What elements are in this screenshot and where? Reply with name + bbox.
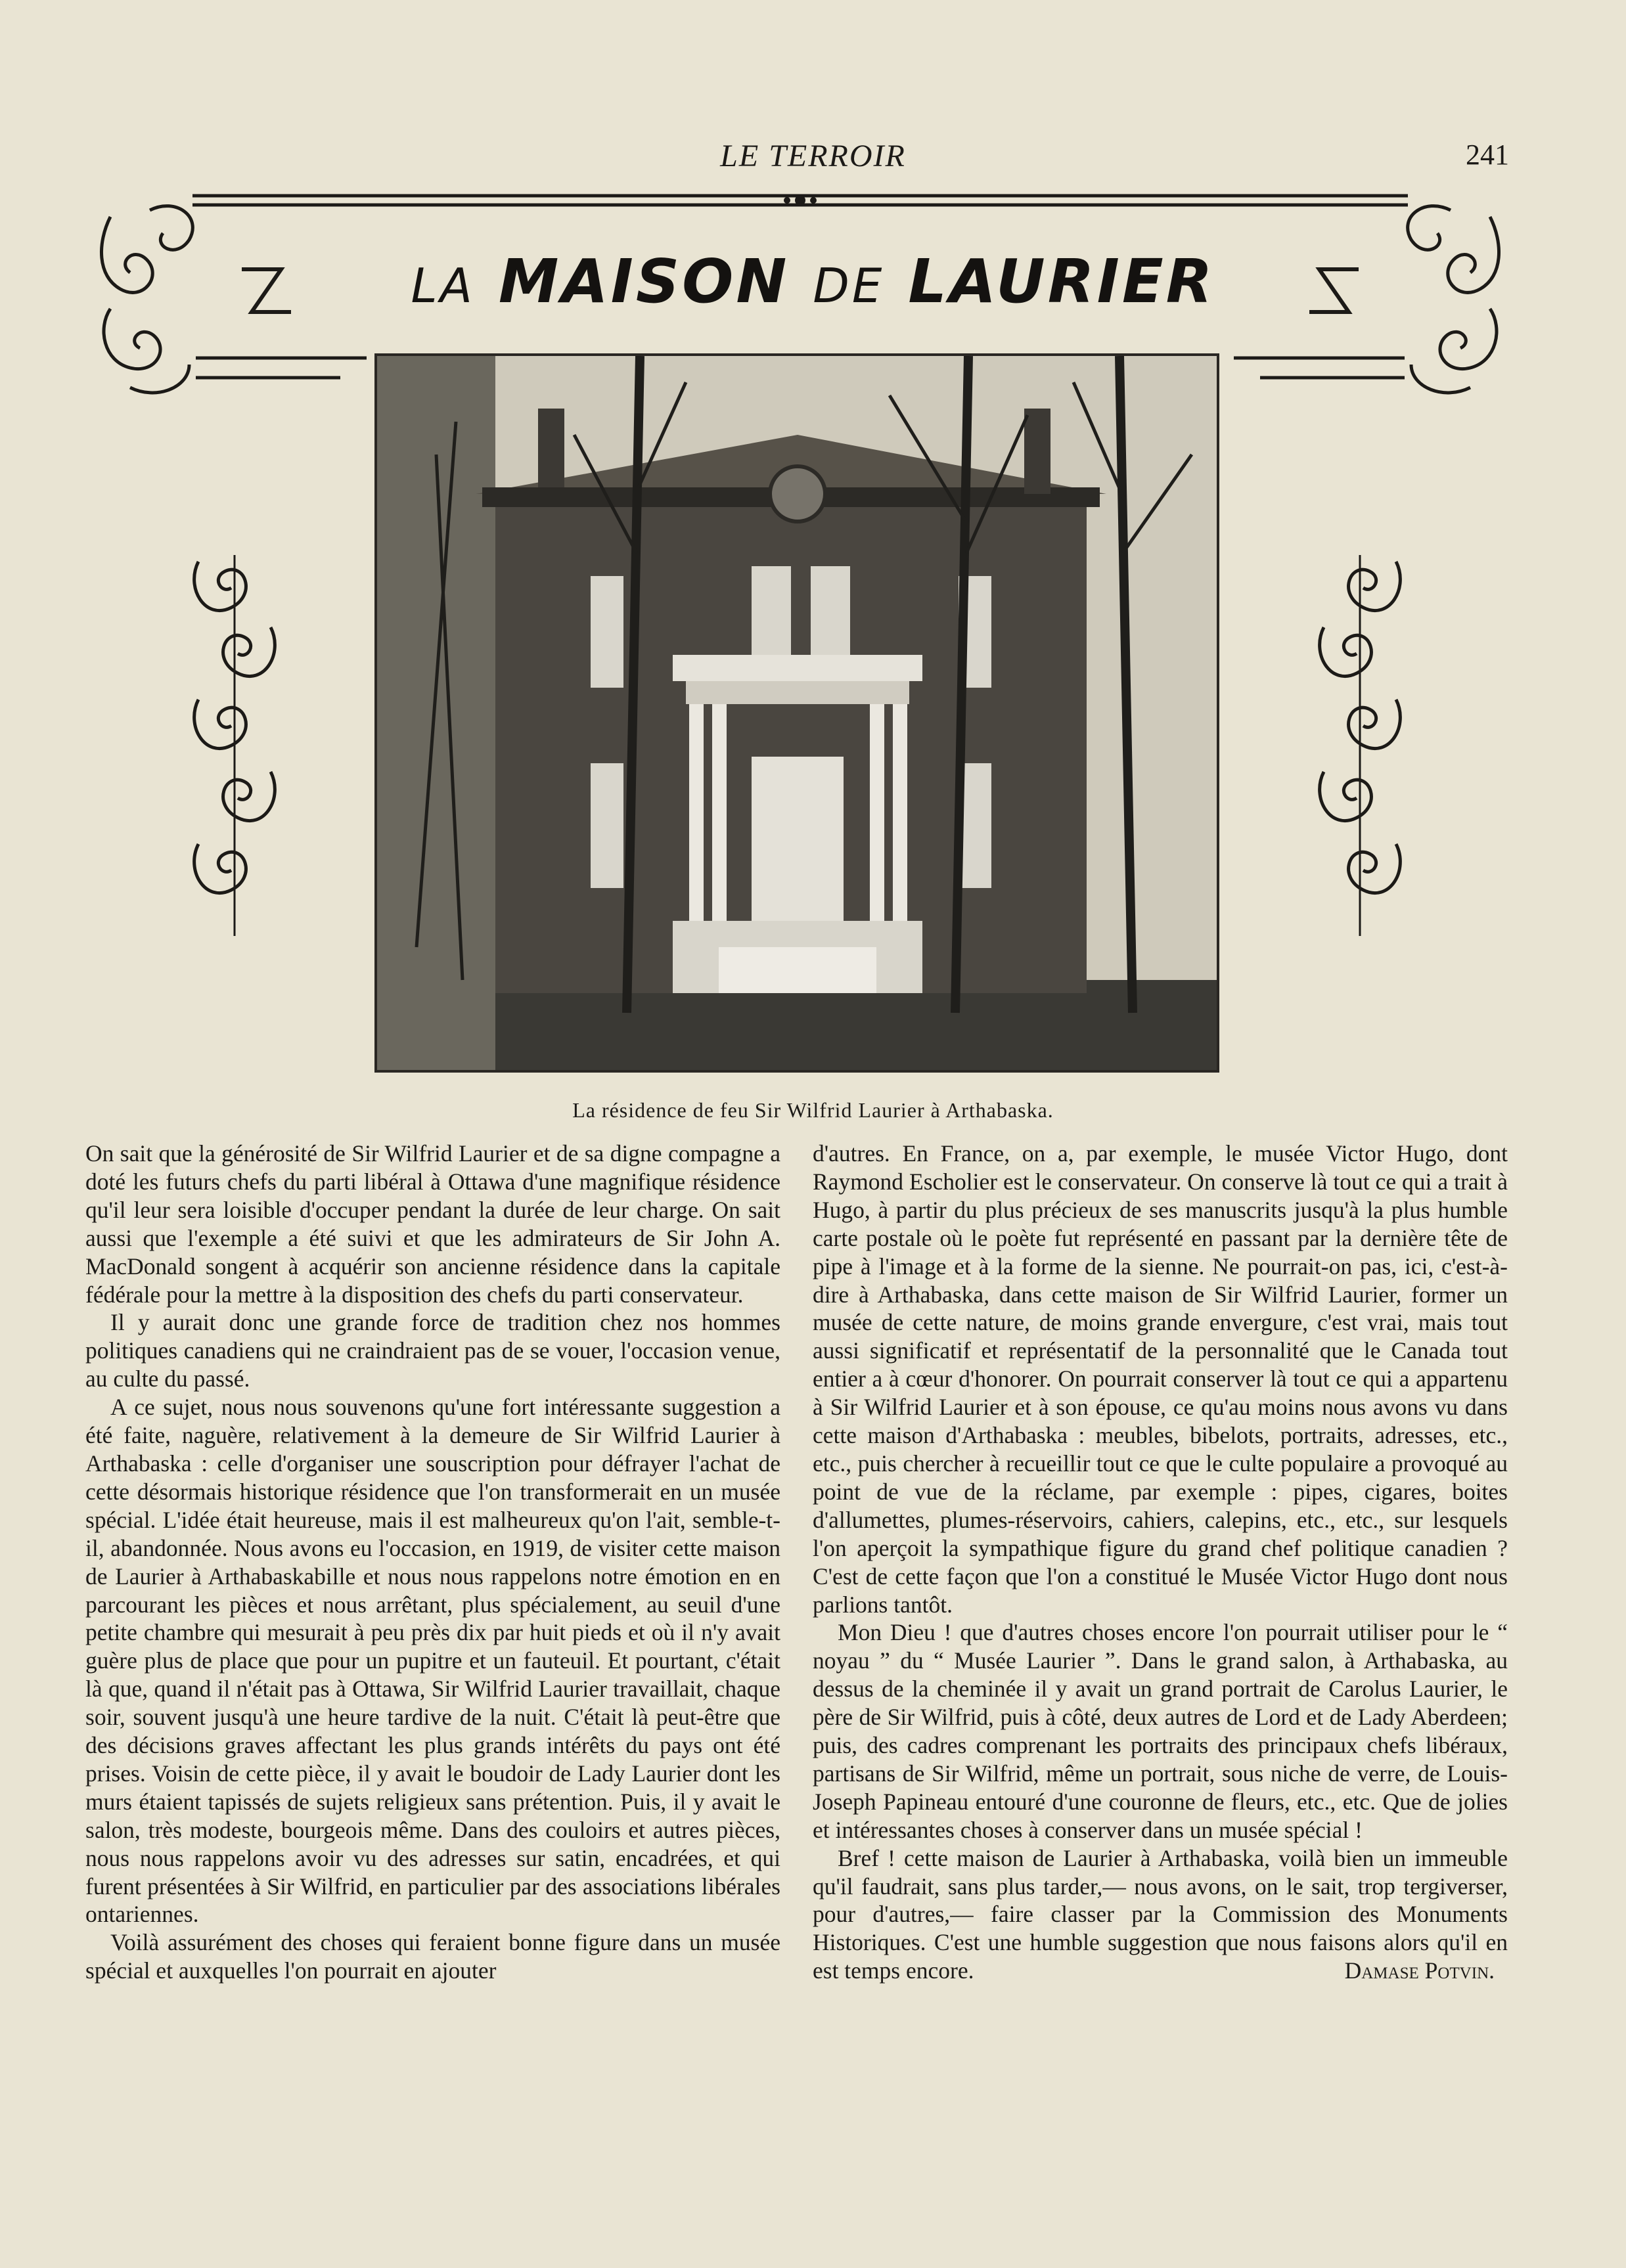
article-column-right	[813, 1140, 1508, 1985]
author-name: Damase Potvin.	[1344, 1957, 1495, 1984]
journal-title: LE TERROIR	[720, 139, 906, 173]
article-column-left	[85, 1140, 780, 1985]
paragraph: Il y aurait donc une grande force de tradition chez nos hommes politiques canadiens qui ne craindraient pas de se vouer, l'occasion venue, au culte du passé.	[85, 1309, 780, 1392]
photo-caption: La résidence de feu Sir Wilfrid Laurier à Arthabaska.	[572, 1098, 1054, 1122]
paragraph: d'autres. En France, on a, par exemple, le musée Victor Hugo, dont Raymond Escholier est le conservateur. On conserve là tout ce qui a trait à Hugo, à partir du plus précieux de ses manuscrits jusqu'à la plus humble carte postale où le poète fut représenté en passant par la dernière tête de pipe à l'image et à la forme de la sienne. Ne pourrait-on pas, ici, c'est-à-dire à Arthabaska, dans cette maison de Sir Wilfrid Laurier, former un musée de cette nature, de moins grande envergure, c'est vrai, mais tout aussi significatif et représentatif de la personnalité que le Canada tout entier a à cœur d'honorer. On pourrait conserver là tout ce qui a appartenu à Sir Wilfrid Laurier et à son épouse, ce qu'au moins nous avons vu dans cette maison d'Arthabaska : meubles, bibelots, portraits, adresses, etc., etc., puis chercher à recueillir tout ce que le culte populaire a provoqué au point de vue de la réclame, par exemple : pipes, cigares, boites d'allumettes, plumes-réservoirs, cahiers, calepins, etc., etc., sur lesquels l'on aperçoit la sympathique figure du grand chef politique canadien ? C'est de cette façon que l'on a constitué le Musée Victor Hugo dont nous parlions tantôt.	[813, 1140, 1508, 1618]
article-title	[0, 246, 1626, 317]
paragraph: Bref ! cette maison de Laurier à Arthabaska, voilà bien un immeuble qu'il faudrait, sans plus tarder,— nous avons, on le sait, trop tergiverser, pour d'autres,— faire classer par la Commission des Monuments Historiques. C'est une humble suggestion que nous faisons alors qu'il en est temps encore.	[813, 1844, 1508, 1984]
article-title-de: DE	[813, 258, 885, 313]
article-title-maison: MAISON	[498, 246, 790, 317]
paragraph: On sait que la générosité de Sir Wilfrid Laurier et de sa digne compagne a doté les futurs chefs du parti libéral à Ottawa d'une magnifique résidence qu'il leur sera loisible d'occuper pendant la durée de leur charge. On sait aussi que l'exemple a été suivi et que les admirateurs de Sir John A. MacDonald songent à acquérir son ancienne résidence dans la capitale fédérale pour la mettre à la disposition des chefs du parti conservateur.	[85, 1140, 780, 1308]
house-illustration	[377, 356, 1217, 1070]
paragraph: Voilà assurément des choses qui feraient bonne figure dans un musée spécial et auxquelles l'on pourrait en ajouter	[85, 1929, 780, 1984]
left-scroll-ornament	[185, 548, 284, 943]
article-title-laurier: LAURIER	[908, 246, 1215, 317]
paragraph: A ce sujet, nous nous souvenons qu'une fort intéressante suggestion a été faite, naguère, relativement à la demeure de Sir Wilfrid Laurier à Arthabaska : celle d'organiser une souscription pour défrayer l'achat de cette désormais historique résidence que l'on transformerait en un musée spécial. L'idée était heureuse, mais il est malheureux qu'on l'ait, semble-t-il, abandonnée. Nous avons eu l'occasion, en 1919, de visiter cette maison de Laurier à Arthabaskabille et nous nous rappelons notre émotion en en parcourant les pièces et nous arrêtant, plus spécialement, au seuil d'une petite chambre qui mesurait à peu près dix par huit pieds et où il n'y avait guère plus de place que pour un pupitre et un fauteuil. Et pourtant, c'était là que, quand il n'était pas à Ottawa, Sir Wilfrid Laurier travaillait, chaque soir, souvent jusqu'à une heure tardive de la nuit. C'était là peut-être que des décisions graves affectant les plus grands intérêts du pays ont été prises. Voisin de cette pièce, il y avait le boudoir de Lady Laurier dont les murs étaient tapissés de sujets religieux sans prétention. Puis, il y avait le salon, très modeste, bourgeois même. Dans des couloirs et autres pièces, nous nous rappelons avoir vu des adresses sur satin, encadrées, et qui furent présentées à Sir Wilfrid, en particulier par des associations libérales ontariennes.	[85, 1394, 780, 1928]
article-title-la: LA	[411, 258, 475, 313]
page-number: 241	[1466, 139, 1509, 171]
house-photograph	[374, 353, 1219, 1073]
paragraph: Mon Dieu ! que d'autres choses encore l'on pourrait utiliser pour le “ noyau ” du “ Musée Laurier ”. Dans le grand salon, à Arthabaska, au dessus de la cheminée il y avait un grand portrait de Carolus Laurier, le père de Sir Wilfrid, puis à côté, deux autres de Lord et de Lady Aberdeen; puis, des cadres comprenant les portraits des principaux chefs libéraux, partisans de Sir Wilfrid, même un portrait, sous niche de verre, de Louis-Joseph Papineau entouré d'une couronne de fleurs, etc., etc. Que de jolies et intéressantes choses à conserver dans un musée spécial !	[813, 1619, 1508, 1843]
right-scroll-ornament	[1311, 548, 1409, 943]
